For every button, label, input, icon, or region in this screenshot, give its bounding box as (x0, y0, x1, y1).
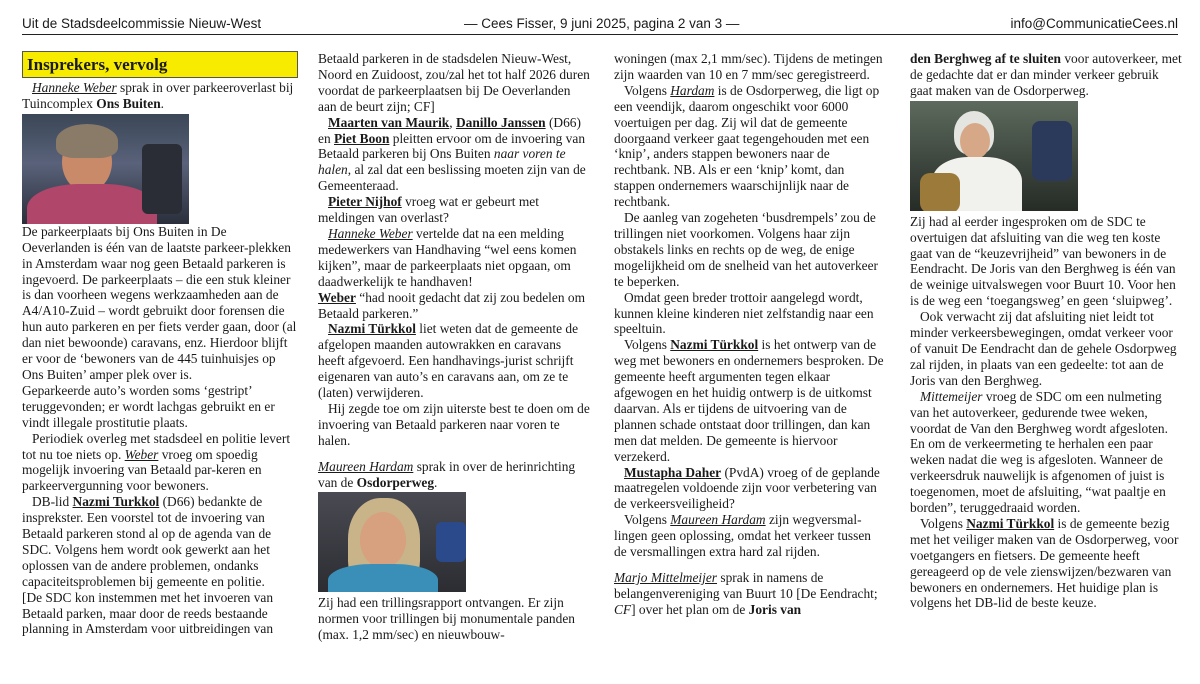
paragraph: Ook verwacht zij dat afsluiting niet leidt tot minder verkeersbewegingen, omdat verkeer voor of vanuit De Eendracht dan de gehele Osdorpweg zal rijden, in plaats van een gedeelte: tot aan de Joris van den Berghweg. (910, 309, 1177, 388)
speaker-name: Hanneke Weber (32, 80, 117, 95)
paragraph: Hanneke Weber vertelde dat na een melding medewerkers van Handhaving “wel eens komen kijken”, maar de parkeerplaats niet opgaan, om daadwerkelijk te handhaven! (318, 225, 577, 289)
paragraph: Geparkeerde auto’s worden soms ‘gestript’ teruggevonden; er wordt lachgas gebruikt en er vindt illegale prostitutie plaats. (22, 382, 275, 430)
header-email[interactable]: info@CommunicatieCees.nl (1010, 16, 1178, 31)
paragraph: Zij had al eerder ingesproken om de SDC te overtuigen dat afsluiting van die weg ten koste gaat van de “keuzevrijheid” van bewoners in de Eendracht. De Joris van den Berghweg is één van de weinige uitvalswegen voor Buurt 10. Voor hen is de weg een ‘toegangsweg’ en geen ‘sluipweg’. (910, 213, 1176, 309)
photo-maureen-hardam (318, 492, 466, 592)
paragraph: Maureen Hardam sprak in over de herinrichting van de Osdorperweg. (318, 458, 576, 490)
paragraph: Pieter Nijhof vroeg wat er gebeurt met meldingen van overlast? (318, 194, 539, 226)
page-header (22, 14, 1178, 35)
paragraph: De parkeerplaats bij Ons Buiten in De Oeverlanden is één van de laatste parkeer-plekken in Amsterdam waar nog geen Betaald parkeren is ingevoerd. De parkeerplaats – die een stuk kleiner is dan voorheen wegens werkzaamheden aan de A4/A10-Zuid – wordt gebruikt door forensen die hun auto parkeren en per fiets verder gaan, door (al dan niet bewoonde) caravans, enz. Hierdoor blijft er voor de ‘bewoners van de 445 tuinhuisjes op Ons Buiten’ amper plek over is. (22, 223, 297, 382)
paragraph: Mustapha Daher (PvdA) vroeg of de geplande maatregelen voldoende zijn voor verbetering van de verkeersveiligheid? (614, 464, 880, 512)
paragraph: De aanleg van zogeheten ‘busdrempels’ zou de trillingen niet voorkomen. Volgens haar zijn obstakels links en rechts op de weg, de enige mogelijkheid om de snelheid van het autoverkeer te beperken. (614, 210, 879, 289)
photo-marjo-mittelmeijer (910, 101, 1078, 211)
header-author-date: — Cees Fisser, 9 juni 2025, pagina 2 van 3 — (464, 16, 740, 31)
paragraph: Maarten van Maurik, Danillo Janssen (D66) en Piet Boon pleitten ervoor om de invoering van Betaald parkeren bij Ons Buiten naar voren te halen, al zal dat een beslissing moeten zijn van de Gemeenteraad. (318, 114, 586, 194)
paragraph: Nazmi Türkkol liet weten dat de gemeente de afgelopen maanden autowrakken en caravans heeft afgevoerd. Een handhavings-jurist schrijft eigenaren van auto’s en caravans aan, om ze te (laten) verwijderen. (318, 321, 579, 401)
column-3 (614, 51, 886, 618)
paragraph: Betaald parkeren in de stadsdelen Nieuw-West, Noord en Zuidoost, zou/zal het tot half 2026 duren voordat de parkeerplaatsen bij De Oeverlanden aan de beurt zijn; CF] (318, 51, 590, 114)
paragraph: woningen (max 2,1 mm/sec). Tijdens de metingen zijn waarden van 10 en 7 mm/sec geregistreerd. (614, 51, 883, 82)
paragraph: Weber “had nooit gedacht dat zij zou bedelen om Betaald parkeren.” (318, 289, 585, 321)
paragraph: [De SDC kon instemmen met het invoeren van Betaald parken, maar door de reeds bestaande planning in Amsterdam voor uitbreidingen van (22, 589, 274, 637)
paragraph: Omdat geen breder trottoir aangelegd wordt, kunnen kleine kinderen niet zelfstandig naar een speeltuin. (614, 289, 874, 337)
paragraph: Volgens Nazmi Türkkol is het ontwerp van de weg met bewoners en ondernemers besproken. De gemeente heeft argumenten tegen elkaar afgewogen en het huidig ontwerp is de uitkomst daarvan. Als er tijdens de uitvoering van de plannen schade ontstaat door trillingen, dan kan men dat melden. De gemeente is hiervoor verzekerd. (614, 337, 884, 464)
paragraph: Periodiek overleg met stadsdeel en politie levert tot nu toe niets op. Weber vroeg om spoedig mogelijk invoering van Betaald par-keren en parkeervergunning voor bewoners. (22, 430, 291, 494)
column-4 (910, 51, 1182, 611)
paragraph: Zij had een trillingsrapport ontvangen. Er zijn normen voor trillingen bij monumentale panden (max. 1,2 mm/sec) en nieuwbouw- (318, 595, 575, 643)
column-1 (22, 51, 298, 637)
place-name: Ons Buiten (96, 95, 161, 111)
paragraph: Marjo Mittelmeijer sprak in namens de belangenvereniging van Buurt 10 [De Eendracht; CF] over het plan om de Joris van (614, 570, 878, 617)
header-source: Uit de Stadsdeelcommissie Nieuw-West (22, 16, 262, 31)
intro-paragraph: Hanneke Weber sprak in over parkeeroverlast bij Tuincomplex Ons Buiten. (22, 80, 294, 111)
paragraph: Mittemeijer vroeg de SDC om een nulmeting van het autoverkeer, gedurende twee weken, voordat de Van den Berghweg wordt afgesloten. En om de verkeermeting te herhalen een paar weken nadat die weg is afgesloten. Wanneer de verkeersdruk nauwelijk is afgenomen of juist is toegenomen, moet de afsluiting, “wat paaltje en borden”, teruggedraaid worden. (910, 388, 1168, 516)
column-2 (318, 51, 590, 643)
paragraph: Volgens Maureen Hardam zijn wegversmal-lingen geen oplossing, omdat het verkeer tussen de versmallingen extra hard zal rijden. (614, 512, 871, 560)
section-title: Insprekers, vervolg (22, 51, 298, 78)
photo-hanneke-weber (22, 114, 189, 224)
paragraph: Hij zegde toe om zijn uiterste best te doen om de invoering van Betaald parkeren naar voren te halen. (318, 400, 590, 448)
paragraph: Volgens Hardam is de Osdorperweg, die ligt op een veendijk, daarom ongeschikt voor 6000 voertuigen per dag. Zij wil dat de gemeente doorgaand verkeer gaat tegengehouden met een ‘knip’, anders stappen bewoners naar de rechtbank. NB. Als er een ‘knip’ komt, dan stappen ondernemers waarschijnlijk naar de rechtbank. (614, 82, 880, 210)
paragraph: DB-lid Nazmi Turkkol (D66) bedankte de insprekster. Een voorstel tot de invoering van Betaald parkeren stond al op de agenda van de SDC. Volgens hem wordt ook gewerkt aan het oplossen van de andere problemen, ondanks capaciteitsproblemen bij gemeente en politie. (22, 494, 272, 589)
paragraph: den Berghweg af te sluiten voor autoverkeer, met de gedachte dat er dan minder verkeer gebruik gaat maken van de Osdorperweg. (910, 51, 1182, 98)
paragraph: Volgens Nazmi Türkkol is de gemeente bezig met het veiliger maken van de Osdorperweg, voor voetgangers en fietsers. De gemeente heeft gereageerd op de vele zienswijzen/bezwaren van bewoners en ondernemers. Het huidige plan is volgens het DB-lid de beste keuze. (910, 515, 1179, 611)
